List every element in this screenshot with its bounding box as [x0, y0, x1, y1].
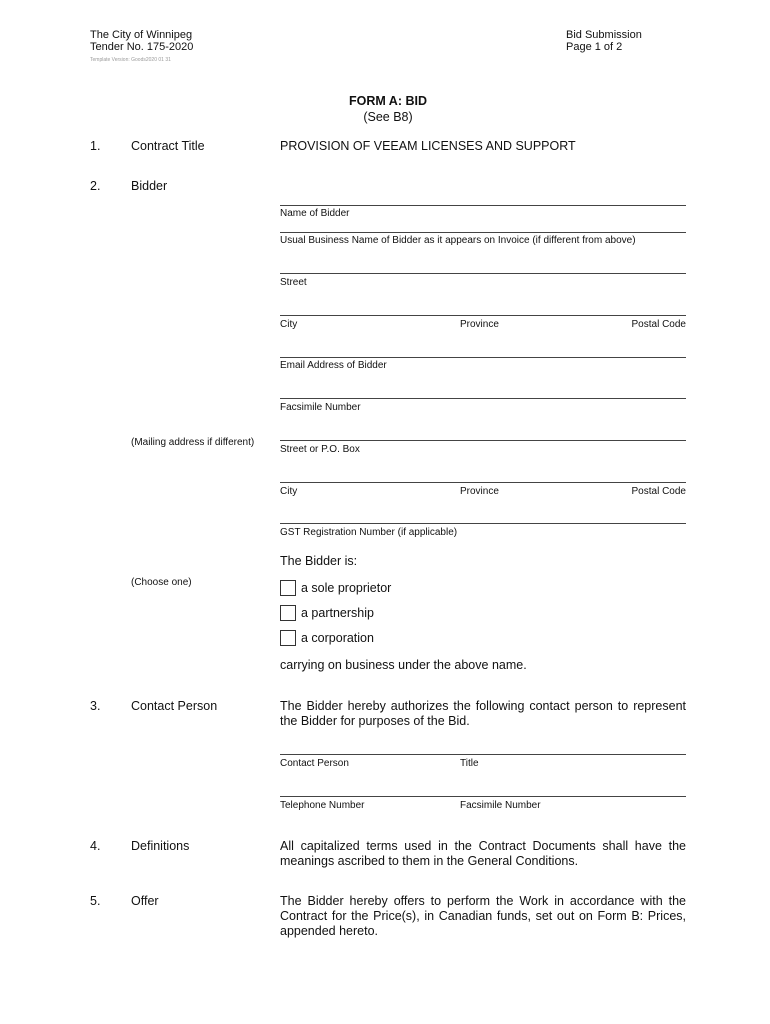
bidder-is-label: The Bidder is:	[280, 554, 358, 568]
partnership-label: a partnership	[301, 606, 374, 620]
email-line[interactable]	[280, 357, 686, 358]
contact-person-line[interactable]	[280, 754, 686, 755]
city-line[interactable]	[280, 315, 686, 316]
form-title: FORM A: BID	[349, 94, 427, 108]
section-4-label: Definitions	[131, 839, 190, 853]
gst-caption: GST Registration Number (if applicable)	[280, 527, 458, 538]
bidder-name-caption: Name of Bidder	[280, 208, 350, 219]
section-4-number: 4.	[90, 839, 101, 853]
street-line[interactable]	[280, 273, 686, 274]
mailing-city-line[interactable]	[280, 482, 686, 483]
section-1-number: 1.	[90, 139, 101, 153]
province-caption: Province	[460, 319, 499, 330]
section-2-number: 2.	[90, 179, 101, 193]
email-caption: Email Address of Bidder	[280, 360, 387, 371]
street-caption: Street	[280, 277, 307, 288]
mailing-province-caption: Province	[460, 486, 499, 497]
mailing-city-caption: City	[280, 486, 298, 497]
choose-one-note: (Choose one)	[131, 577, 192, 588]
fax-line[interactable]	[280, 398, 686, 399]
section-5-label: Offer	[131, 894, 159, 908]
partnership-checkbox[interactable]	[280, 605, 296, 621]
contact-person-caption: Contact Person	[280, 758, 349, 769]
form-see: (See B8)	[363, 110, 413, 124]
section-3-number: 3.	[90, 699, 101, 713]
contact-title-caption: Title	[460, 758, 479, 769]
section-1-label: Contract Title	[131, 139, 205, 153]
mailing-street-caption: Street or P.O. Box	[280, 444, 360, 455]
bid-submission: Bid Submission	[566, 29, 642, 41]
mailing-street-line[interactable]	[280, 440, 686, 441]
section-3-label: Contact Person	[131, 699, 218, 713]
contract-title-value: PROVISION OF VEEAM LICENSES AND SUPPORT	[280, 139, 576, 153]
tender-number: Tender No. 175-2020	[90, 41, 194, 53]
mailing-note: (Mailing address if different)	[131, 437, 255, 448]
usual-name-line[interactable]	[280, 232, 686, 233]
bidder-name-line[interactable]	[280, 205, 686, 206]
postal-code-caption: Postal Code	[631, 319, 686, 330]
city-caption: City	[280, 319, 298, 330]
corporation-checkbox[interactable]	[280, 630, 296, 646]
city-name: The City of Winnipeg	[90, 29, 193, 41]
carrying-on-business-text: carrying on business under the above name.	[280, 658, 527, 672]
sole-proprietor-checkbox[interactable]	[280, 580, 296, 596]
contact-person-paragraph: The Bidder hereby authorizes the following contact person to represent the Bidder for purposes of the Bid.	[280, 699, 686, 728]
template-version: Template Version: Goods2020 01 31	[90, 57, 171, 63]
mailing-postal-caption: Postal Code	[631, 486, 686, 497]
usual-name-caption: Usual Business Name of Bidder as it appears on Invoice (if different from above)	[280, 235, 636, 246]
section-2-label: Bidder	[131, 179, 168, 193]
fax-caption: Facsimile Number	[280, 402, 361, 413]
corporation-label: a corporation	[301, 631, 374, 645]
section-5-number: 5.	[90, 894, 101, 908]
telephone-line[interactable]	[280, 796, 686, 797]
gst-line[interactable]	[280, 523, 686, 524]
contact-fax-caption: Facsimile Number	[460, 800, 541, 811]
sole-proprietor-label: a sole proprietor	[301, 581, 392, 595]
telephone-caption: Telephone Number	[280, 800, 365, 811]
definitions-paragraph: All capitalized terms used in the Contract Documents shall have the meanings ascribed to them in the General Conditions.	[280, 839, 686, 868]
offer-paragraph: The Bidder hereby offers to perform the Work in accordance with the Contract for the Price(s), in Canadian funds, set out on Form B: Prices, appended hereto.	[280, 894, 686, 938]
page-number: Page 1 of 2	[566, 41, 623, 53]
